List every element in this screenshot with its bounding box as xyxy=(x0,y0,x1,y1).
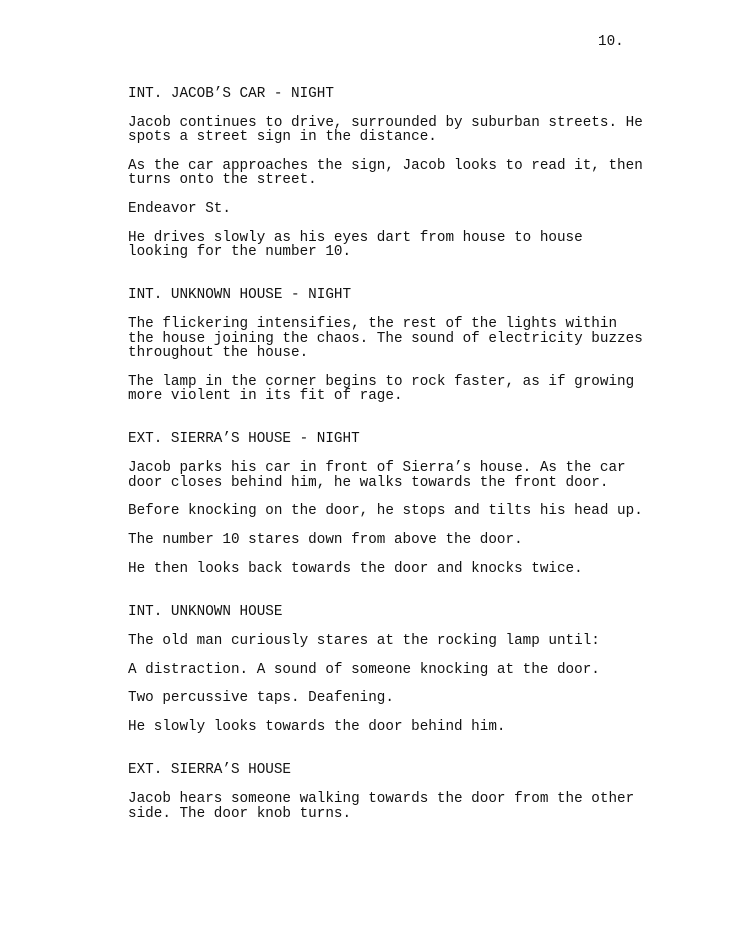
action-paragraph xyxy=(128,720,688,734)
action-paragraph xyxy=(128,533,688,547)
text-line: INT. JACOB’S CAR - NIGHT xyxy=(128,86,334,102)
text-line: Two percussive taps. Deafening. xyxy=(128,690,394,707)
text-line: Jacob parks his car in front of Sierra’s house. As the car xyxy=(128,460,626,477)
scene-heading xyxy=(128,605,688,619)
scene-heading xyxy=(128,87,688,101)
action-paragraph xyxy=(128,792,688,821)
text-line: throughout the house. xyxy=(128,345,309,362)
text-line: He slowly looks towards the door behind him. xyxy=(128,719,506,736)
action-paragraph xyxy=(128,562,688,576)
text-line: turns onto the street. xyxy=(128,172,317,189)
action-paragraph xyxy=(128,317,688,360)
text-line: door closes behind him, he walks towards the front door. xyxy=(128,474,609,491)
text-line: A distraction. A sound of someone knocking at the door. xyxy=(128,661,600,678)
action-paragraph xyxy=(128,461,688,490)
text-line: The flickering intensifies, the rest of the lights within xyxy=(128,316,618,333)
action-paragraph xyxy=(128,504,688,518)
text-line: side. The door knob turns. xyxy=(128,805,352,822)
text-line: Jacob hears someone walking towards the door from the other xyxy=(128,791,635,808)
action-paragraph xyxy=(128,375,688,404)
text-line: Before knocking on the door, he stops and tilts his head up. xyxy=(128,503,643,520)
text-line: EXT. SIERRA’S HOUSE - NIGHT xyxy=(128,431,360,448)
action-paragraph xyxy=(128,159,688,188)
text-line: looking for the number 10. xyxy=(128,244,352,261)
text-line: The number 10 stares down from above the door. xyxy=(128,532,523,549)
action-paragraph xyxy=(128,116,688,145)
text-line: Endeavor St. xyxy=(128,201,231,218)
text-line: spots a street sign in the distance. xyxy=(128,129,437,146)
action-paragraph xyxy=(128,634,688,648)
scene-heading xyxy=(128,432,688,446)
text-line: more violent in its fit of rage. xyxy=(128,388,403,405)
text-line: He drives slowly as his eyes dart from house to house xyxy=(128,229,583,246)
text-line: the house joining the chaos. The sound of electricity buzzes xyxy=(128,330,643,347)
text-line: The old man curiously stares at the rocking lamp until: xyxy=(128,632,600,649)
screenplay-body xyxy=(128,87,688,821)
text-line: As the car approaches the sign, Jacob looks to read it, then xyxy=(128,157,643,174)
action-paragraph xyxy=(128,202,688,216)
scene-heading xyxy=(128,288,688,302)
text-line: INT. UNKNOWN HOUSE - NIGHT xyxy=(128,287,352,304)
text-line: He then looks back towards the door and knocks twice. xyxy=(128,560,583,577)
page-number: 10. xyxy=(598,34,624,50)
text-line: INT. UNKNOWN HOUSE xyxy=(128,604,283,621)
action-paragraph xyxy=(128,663,688,677)
text-line: EXT. SIERRA’S HOUSE xyxy=(128,762,292,779)
text-line: The lamp in the corner begins to rock faster, as if growing xyxy=(128,373,635,390)
scene-heading xyxy=(128,763,688,777)
text-line: Jacob continues to drive, surrounded by suburban streets. He xyxy=(128,114,643,131)
action-paragraph xyxy=(128,231,688,260)
action-paragraph xyxy=(128,691,688,705)
